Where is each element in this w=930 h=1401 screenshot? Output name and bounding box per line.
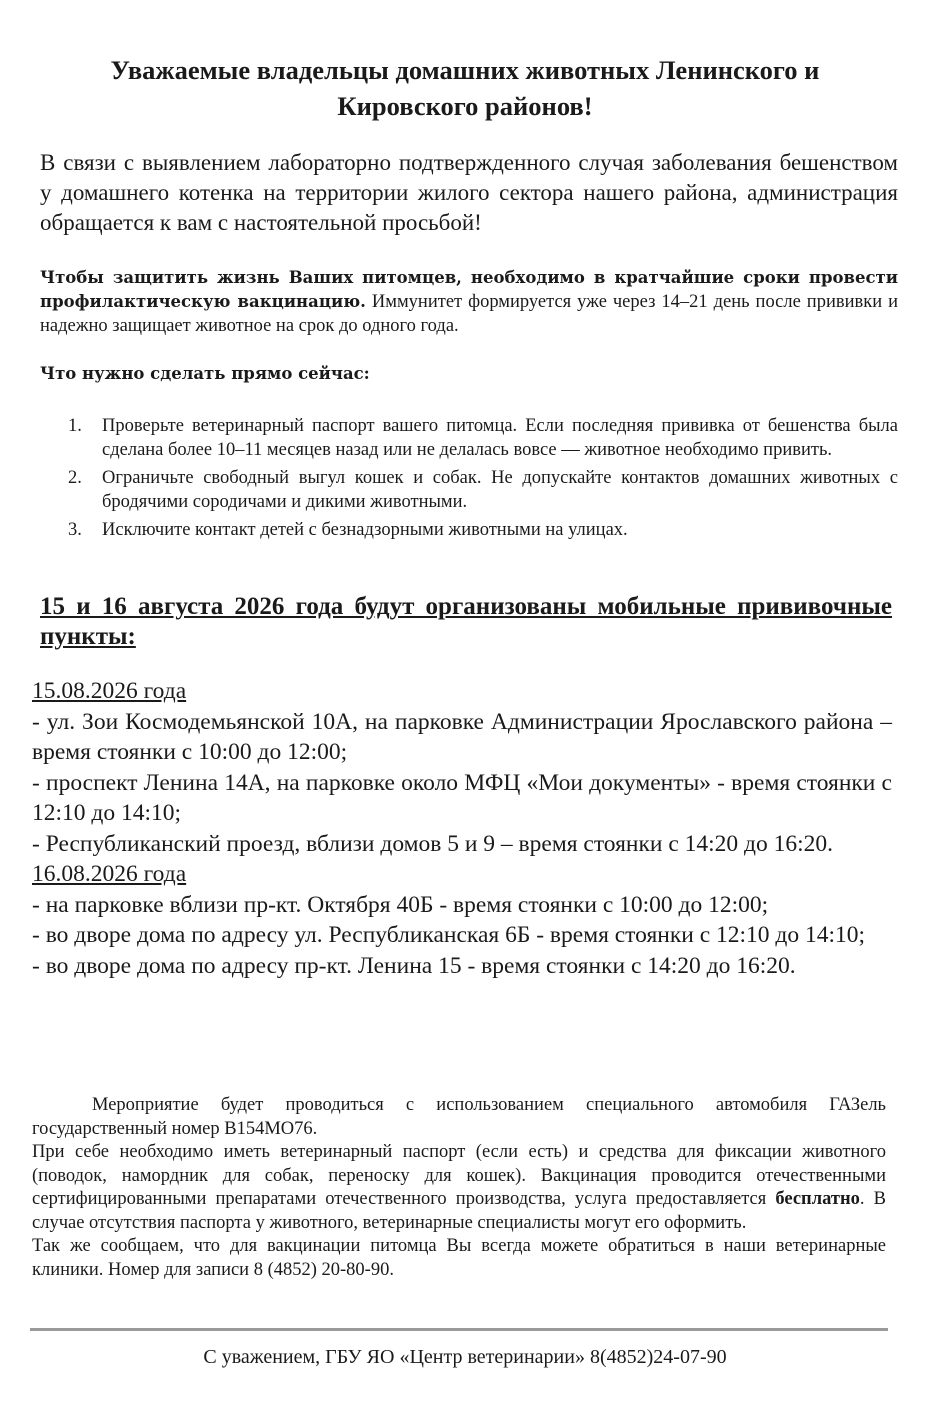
vehicle-note: Мероприятие будет проводиться с использованием специального автомобиля ГАЗель государственный номер В154МО76. <box>32 1095 886 1139</box>
list-item <box>40 518 898 542</box>
intro-paragraph: В связи с выявлением лабораторно подтвержденного случая заболевания бешенством у домашнего котенка на территории жилого сектора нашего района, администрация обращается к вам с настоятельной просьбой! <box>40 150 898 235</box>
list-item-number: 3. <box>68 520 82 540</box>
schedule-item: - ул. Зои Космодемьянской 10А, на парковке Администрации Ярославского района – время стоянки с 10:00 до 12:00; <box>32 708 892 765</box>
vaccination-paragraph <box>40 266 898 338</box>
clinics-note: Так же сообщаем, что для вакцинации питомца Вы всегда можете обратиться в наши ветеринарные клиники. Номер для записи 8 (4852) 20-80-90. <box>32 1236 886 1280</box>
list-item-text: Ограничьте свободный выгул кошек и собак. Не допускайте контактов домашних животных с бродячими сородичами и дикими животными. <box>102 468 898 512</box>
schedule-item: - во дворе дома по адресу ул. Республиканская 6Б - время стоянки с 12:10 до 14:10; <box>32 922 866 948</box>
list-item-text: Исключите контакт детей с безнадзорными животными на улицах. <box>102 520 628 540</box>
requirements-note-start: При себе необходимо иметь ветеринарный паспорт (если есть) и средства для фиксации животного (поводок, намордник для собак, переноску для кошек). Вакцинация проводится отечественными сертифицированными препаратами отечественного производства, услуга предоставляется <box>32 1142 886 1209</box>
schedule-item: - проспект Ленина 14А, на парковке около МФЦ «Мои документы» - время стоянки с 12:10 до 14:10; <box>32 769 892 826</box>
steps-list <box>40 414 898 546</box>
divider <box>30 1328 888 1331</box>
signature: С уважением, ГБУ ЯО «Центр ветеринарии» 8(4852)24-07-90 <box>203 1346 727 1368</box>
list-item-number: 2. <box>68 468 82 488</box>
vaccination-paragraph-rest: Иммунитет формируется уже через 14–21 день после прививки и надежно защищает животное на срок до одного года. <box>40 292 898 336</box>
list-item-text: Проверьте ветеринарный паспорт вашего питомца. Если последняя прививка от бешенства была сделана более 10–11 месяцев назад или не делалась вовсе — животное необходимо привить. <box>102 416 898 460</box>
footer-notes <box>32 1094 886 1282</box>
schedule-item: - на парковке вблизи пр-кт. Октября 40Б - время стоянки с 10:00 до 12:00; <box>32 891 769 918</box>
list-item <box>40 466 898 514</box>
list-item-number: 1. <box>68 416 82 436</box>
schedule <box>32 676 892 981</box>
free-of-charge-label: бесплатно <box>775 1189 860 1209</box>
requirements-note-end: . В случае отсутствия паспорта у животного, ветеринарные специалисты могут его оформить. <box>32 1189 886 1233</box>
requirements-note <box>32 1141 886 1235</box>
page-title: Уважаемые владельцы домашних животных Ленинского и Кировского районов! <box>110 55 820 121</box>
schedule-date-day1: 15.08.2026 года <box>32 678 187 704</box>
schedule-item: - во дворе дома по адресу пр-кт. Ленина 15 - время стоянки с 14:20 до 16:20. <box>32 952 796 979</box>
schedule-item: - Республиканский проезд, вблизи домов 5 и 9 – время стоянки с 14:20 до 16:20. <box>32 830 834 857</box>
announcement-heading: 15 и 16 августа 2026 года будут организованы мобильные прививочные пункты: <box>40 593 892 650</box>
todo-heading: Что нужно сделать прямо сейчас: <box>40 364 370 383</box>
list-item <box>40 414 898 462</box>
schedule-date-day2: 16.08.2026 года <box>32 861 187 887</box>
vaccination-paragraph-bold: Чтобы защитить жизнь Ваших питомцев, необходимо в кратчайшие сроки провести профилактическую вакцинацию. <box>40 268 898 311</box>
